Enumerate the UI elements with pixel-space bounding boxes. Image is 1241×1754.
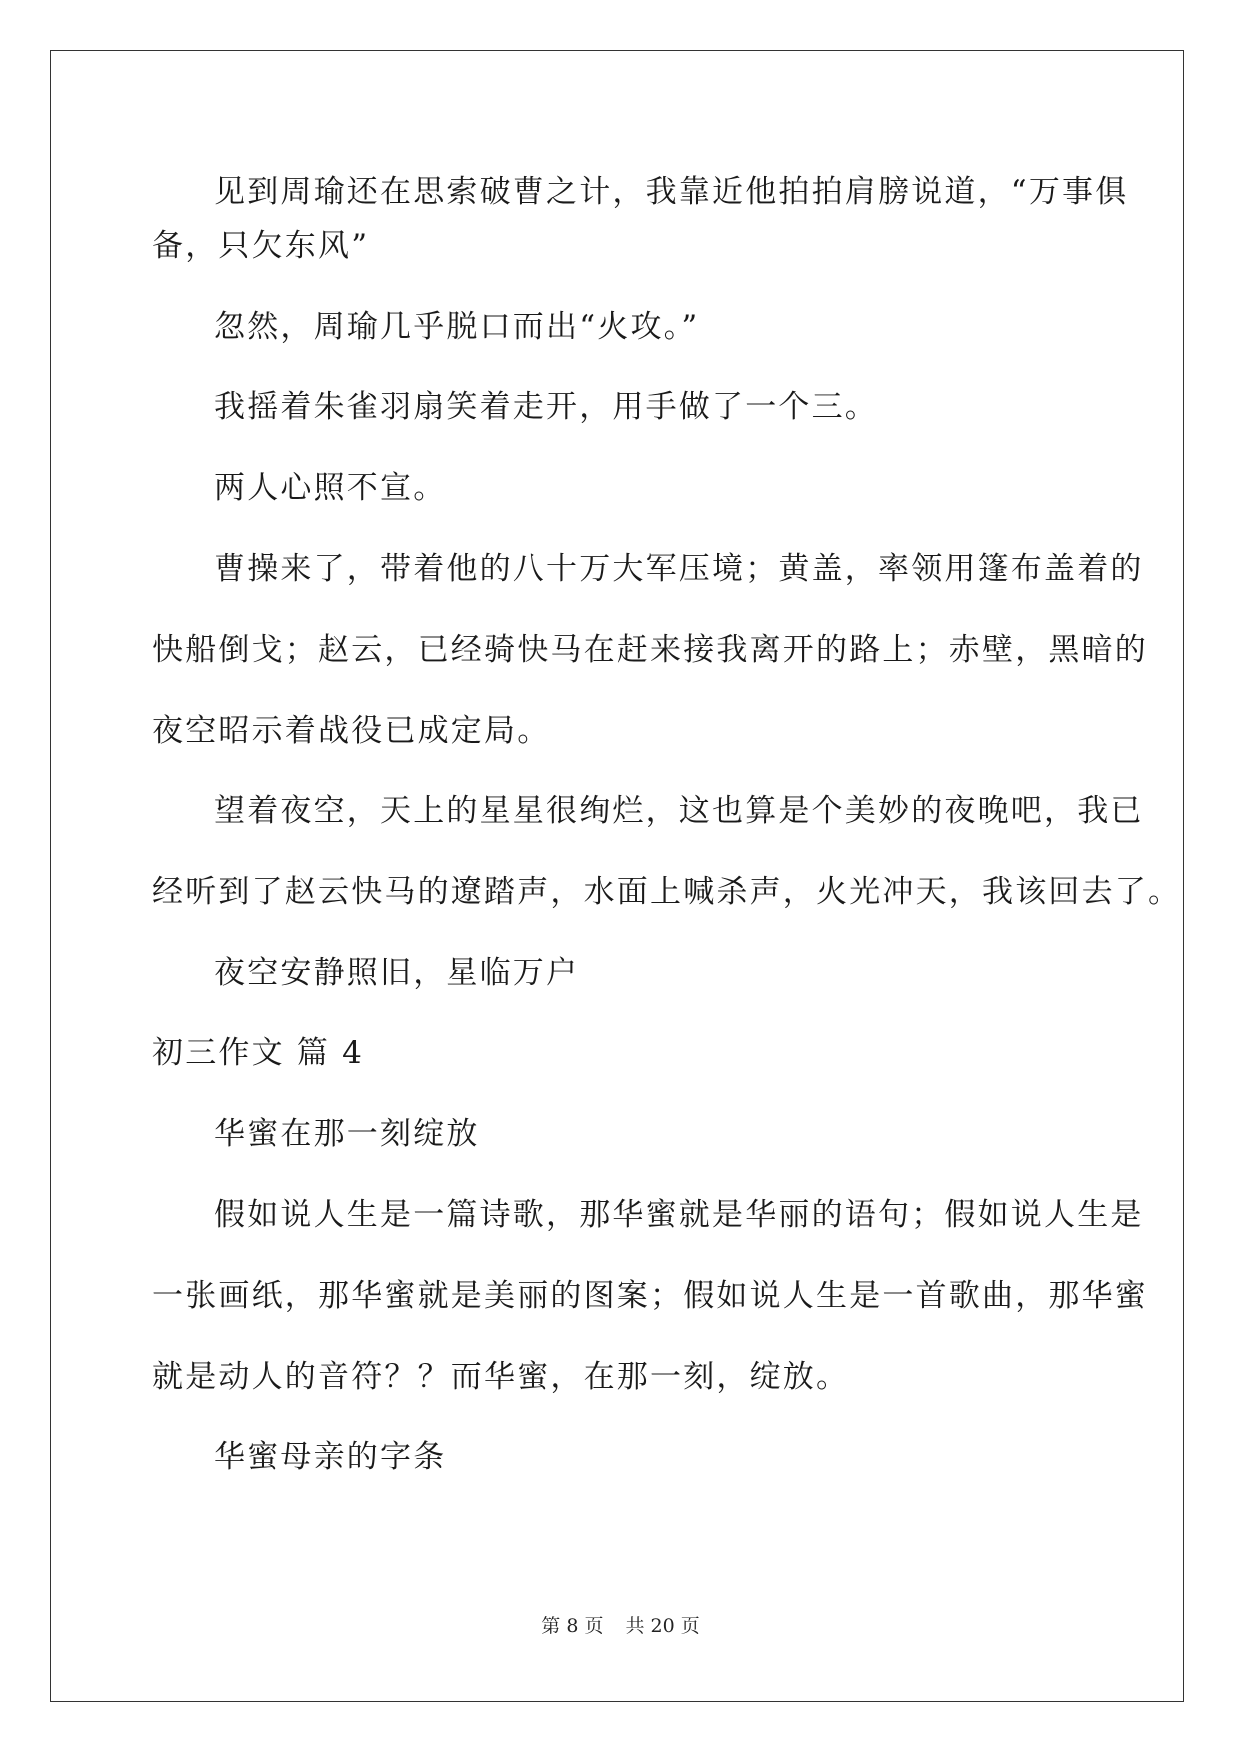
paragraph-line: 曹操来了，带着他的八十万大军压境；黄盖，率领用篷布盖着的 bbox=[214, 551, 1144, 587]
paragraph-line: 就是动人的音符？？而华蜜，在那一刻，绽放。 bbox=[152, 1359, 850, 1395]
paragraph-line: 夜空昭示着战役已成定局。 bbox=[152, 713, 551, 749]
paragraph-line: 备，只欠东风” bbox=[152, 228, 370, 264]
paragraph-line: 快船倒戈；赵云，已经骑快马在赶来接我离开的路上；赤壁，黑暗的 bbox=[152, 632, 1148, 668]
paragraph-line: 两人心照不宣。 bbox=[214, 470, 447, 506]
section-heading: 初三作文 篇 4 bbox=[152, 1035, 365, 1071]
paragraph-line: 华蜜母亲的字条 bbox=[214, 1439, 447, 1475]
page-number-current: 第 8 页 bbox=[541, 1615, 604, 1637]
essay-title: 华蜜在那一刻绽放 bbox=[214, 1116, 480, 1152]
paragraph-line: 假如说人生是一篇诗歌，那华蜜就是华丽的语句；假如说人生是 bbox=[214, 1197, 1144, 1233]
paragraph-line: 经听到了赵云快马的遼踏声，水面上喊杀声，火光冲天，我该回去了。 bbox=[152, 874, 1182, 910]
paragraph-line: 我摇着朱雀羽扇笑着走开，用手做了一个三。 bbox=[214, 389, 878, 425]
paragraph-line: 忽然，周瑜几乎脱口而出“火攻。” bbox=[214, 309, 700, 345]
paragraph-line: 夜空安静照旧，星临万户 bbox=[214, 955, 580, 991]
paragraph-line: 望着夜空，天上的星星很绚烂，这也算是个美妙的夜晚吧，我已 bbox=[214, 793, 1144, 829]
page-number-total: 共 20 页 bbox=[625, 1615, 700, 1637]
page-footer bbox=[0, 1614, 1241, 1638]
paragraph-line: 一张画纸，那华蜜就是美丽的图案；假如说人生是一首歌曲，那华蜜 bbox=[152, 1278, 1148, 1314]
paragraph-line: 见到周瑜还在思索破曹之计，我靠近他拍拍肩膀说道，“万事俱 bbox=[214, 174, 1129, 210]
